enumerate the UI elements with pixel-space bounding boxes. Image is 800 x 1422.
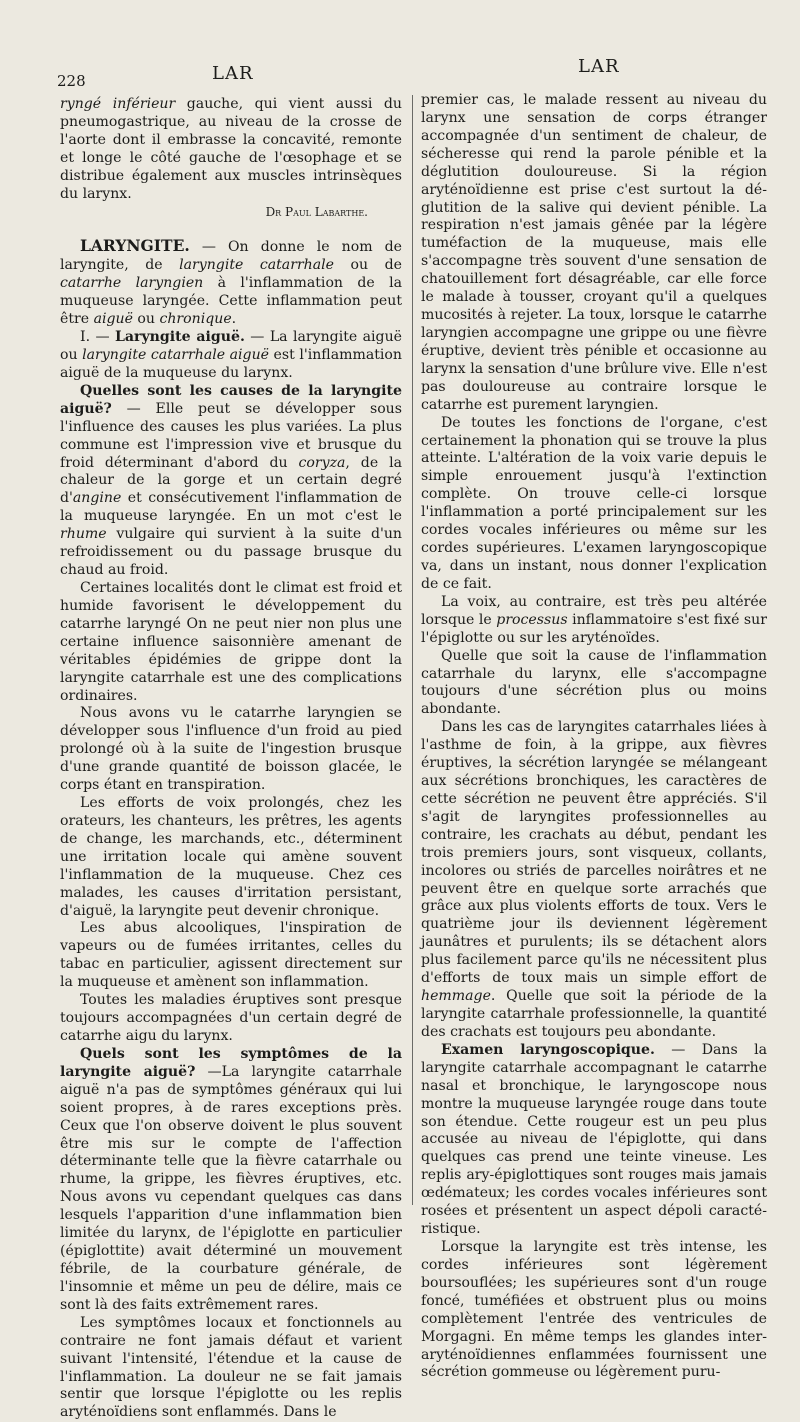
entry-title: LARYNGITE. (80, 236, 190, 256)
text: — Elle peut se développer sous l'influence des causes les plus variées. La plus commune est l'impression vive et brusque du froid déterminant d'abord du (60, 400, 402, 471)
italic-term: processus (496, 611, 568, 628)
question-heading: Quels sont les symptômes de la laryngite aiguë? (60, 1045, 402, 1080)
paragraph-intense: Lorsque la laryngite est très intense, les cordes inférieures sont légèrement boursouflées; les supérieures sont d'un rouge foncé, tuméfiées et obstruent plus ou moins complètement l'entrée des ventricules de Morgagni. En même temps les glandes inter-aryténoïdiennes enflammées fournissent une sécrétion gommeuse ou légèrement puru- (421, 1239, 767, 1381)
question-heading: Quelles sont les causes de la laryngite aiguë? (60, 382, 402, 417)
paragraph-catarrhe: Nous avons vu le catarrhe laryngien se développer sous l'influence d'un froid au pied prolongé où à la suite de l'ingestion brusque d'une grande quantité de boisson glacée, le corps étant en transpiration. (60, 705, 402, 794)
italic-term: aiguë (93, 311, 133, 328)
text: — On donne le nom de laryngite, de (60, 239, 402, 274)
paragraph-voix (421, 594, 767, 648)
italic-term: laryngite catarrhale aiguë (82, 346, 269, 363)
text: à l'inflammation de la muqueuse laryngée. Cette inflammation peut être (60, 275, 402, 328)
text: —La laryngite catarrhale aiguë n'a pas de symptômes généraux qui lui soient propres, à de rares exceptions près. Ceux que l'on observe doivent le plus souvent être mis sur le compte de l'affection déterminante telle que la fièvre catarrhale ou rhume, la grippe, les fièvres éruptives, etc. Nous avons vu cependant quelques cas dans lesquels l'apparition d'une inflammation bien limitée du larynx, de l'épiglotte en particulier (épiglottite) avait déterminé un mouvement fébrile, de la courbature générale, de l'insomnie et même un peu de délire, mais ce sont là des faits extrêmement rares. (60, 1063, 402, 1313)
italic-term: catarrhe laryngien (60, 275, 204, 292)
page-number: 228 (57, 72, 86, 90)
paragraph-abus: Les abus alcooliques, l'inspiration de vapeurs ou de fumées irritantes, celles du tabac en particulier, agissent directement sur la muqueuse et amènent son inflammation. (60, 920, 402, 991)
italic-term: angine (72, 490, 122, 507)
section-heading: Examen laryngoscopique. (441, 1041, 655, 1058)
paragraph-symptomes (60, 1046, 402, 1315)
text: La voix, au contraire, est très peu altérée lorsque le (421, 593, 767, 628)
text: ou (132, 311, 160, 328)
column-divider (412, 95, 413, 1205)
paragraph-fonctions: De toutes les fonctions de l'organe, c'est certainement la phonation qui se trouve la plus atteinte. L'altération de la voix varie depuis le simple enrouement jusqu'à l'extinction complète. On trouve celle-ci lorsque l'inflammation a porté principalement sur les cordes vocales inférieures ou même sur les cordes supérieures. L'examen laryngoscopique va, dans un instant, nous donner l'explication de ce fait. (421, 414, 767, 592)
paragraph-secretion (421, 719, 767, 1042)
italic-term: chronique (159, 311, 232, 328)
text: est l'inflammation aiguë de la muqueuse du larynx. (60, 346, 402, 381)
text: — Dans la laryngite catarrhale accompagnant le catarrhe nasal et bronchique, le laryngoscope nous montre la muqueuse laryngée rouge dans toute son étendue. Cette rougeur est un peu plus accusée au niveau de l'épiglotte, qui dans quelques cas prend une teinte vineuse. Les replis ary-épiglottiques sont rouges mais jamais œdémateux; les cordes vocales inférieures sont rosées et présentent un aspect dépoli caractéristique. (421, 1041, 767, 1238)
spacer (60, 221, 402, 237)
running-head-left: LAR (212, 63, 254, 84)
italic-term: rhume (60, 526, 107, 543)
paragraph-localites: Certaines localités dont le climat est froid et humide favorisent le développement du catarrhe laryngé On ne peut nier non plus une certaine influence saisonnière amenant de véritables épidémies de grippe dont la laryngite catarrhale est une des complications ordinaires. (60, 579, 402, 704)
right-column (421, 92, 767, 1382)
text: — La laryngite aiguë ou (60, 329, 402, 363)
text: , de la chaleur de la gorge et un certain degré d' (60, 454, 402, 507)
paragraph-examen (421, 1042, 767, 1239)
section-heading: Laryngite aiguë. (114, 329, 245, 346)
text: I. — (80, 329, 115, 346)
author-signature: Dr Paul Labarthe. (265, 204, 368, 219)
italic-term: hemmage (421, 988, 491, 1005)
paragraph-continuation (60, 96, 402, 204)
text: vulgaire qui survient à la suite d'un refroidissement ou du passage brusque du chaud au froid. (60, 526, 402, 579)
entry-laryngite (60, 237, 402, 329)
italic-term: ryngé inférieur (60, 96, 176, 112)
left-column (60, 96, 402, 1422)
text: inflammatoire s'est fixé sur l'épiglotte ou sur les aryténoïdes. (421, 611, 767, 646)
text: . Quelle que soit la période de la laryngite catarrhale professionnelle, la quantité des crachats est toujours peu abondante. (421, 988, 767, 1040)
text: Dans les cas de laryngites catarrhales liées à l'asthme de foin, à la grippe, aux fièvres éruptives, la sécrétion laryngée se mélangeant aux sécrétions bronchiques, les caractères de cette sécrétion ne peuvent être appréciés. S'il s'agit de laryngites professionnelles au contraire, les crachats au début, pendant les trois premiers jours, sont visqueux, collants, incolores ou striés de parcelles noirâtres et ne peuvent être en quelque sorte arrachés que grâce aux plus violents efforts de toux. Vers le quatrième jour ils deviennent légèrement jaunâtres et purulents; ils se détachent alors plus facilement parce qu'ils ne nécessitent plus d'efforts de toux mais un simple effort de (421, 719, 767, 987)
section-laryngite-aigue (60, 329, 402, 383)
text: et consécutivement l'inflammation de la muqueuse laryngée. En un mot c'est le (60, 490, 402, 525)
paragraph-symptomes-locaux: Les symptômes locaux et fonctionnels au contraire ne font jamais défaut et varient suivant l'intensité, l'étendue et la cause de l'inflammation. La douleur ne se fait jamais sentir que lorsque l'épiglotte ou les replis aryténoïdiens sont enflammés. Dans le (60, 1314, 402, 1421)
text: . (231, 311, 237, 328)
paragraph-premier-cas: premier cas, le malade ressent au niveau du larynx une sensation de corps étranger accompagnée d'un sentiment de chaleur, de sécheresse qui rend la parole pénible et la déglutition douloureuse. Si la région aryténoïdienne est prise c'est surtout la déglutition de la salive qui devient pénible. La respiration n'est jamais gênée par la légère tuméfaction de la muqueuse, mais elle s'accompagne très souvent d'une sensation de chatouillement fort désagréable, car elle force le malade à tousser, croyant qu'il a quelques mucosités à rejeter. La toux, lorsque le catarrhe laryngien accompagne une grippe ou une fièvre éruptive, devient très pénible et occasionne au larynx la sensation d'une brûlure vive. Elle n'est pas douloureuse au contraire lorsque le catarrhe est purement laryngien. (421, 92, 767, 413)
paragraph-quelle: Quelle que soit la cause de l'inflammation catarrhale du larynx, elle s'accompagne toujours d'une sécrétion plus ou moins abondante. (421, 647, 767, 718)
running-head-right: LAR (578, 56, 620, 77)
paragraph-text: gauche, qui vient aussi du pneumogastrique, au niveau de la crosse de l'aorte dont il embrasse la concavité, remonte et longe le côté gauche de l'œsophage et se distribue également aux muscles intrinsèques du larynx. (60, 96, 402, 202)
paragraph-causes (60, 383, 402, 580)
italic-term: laryngite catarrhale (179, 257, 335, 274)
text: ou de (334, 257, 402, 274)
italic-term: coryza (298, 454, 346, 471)
paragraph-eruptives: Toutes les maladies éruptives sont presque toujours accompagnées d'un certain degré de catarrhe aigu du larynx. (60, 992, 402, 1045)
paragraph-efforts: Les efforts de voix prolongés, chez les orateurs, les chanteurs, les prêtres, les agents de change, les marchands, etc., déterminent une irritation locale qui amène souvent l'inflammation de la muqueuse. Chez ces malades, les causes d'irritation persistant, d'aiguë, la laryngite peut devenir chronique. (60, 795, 402, 919)
